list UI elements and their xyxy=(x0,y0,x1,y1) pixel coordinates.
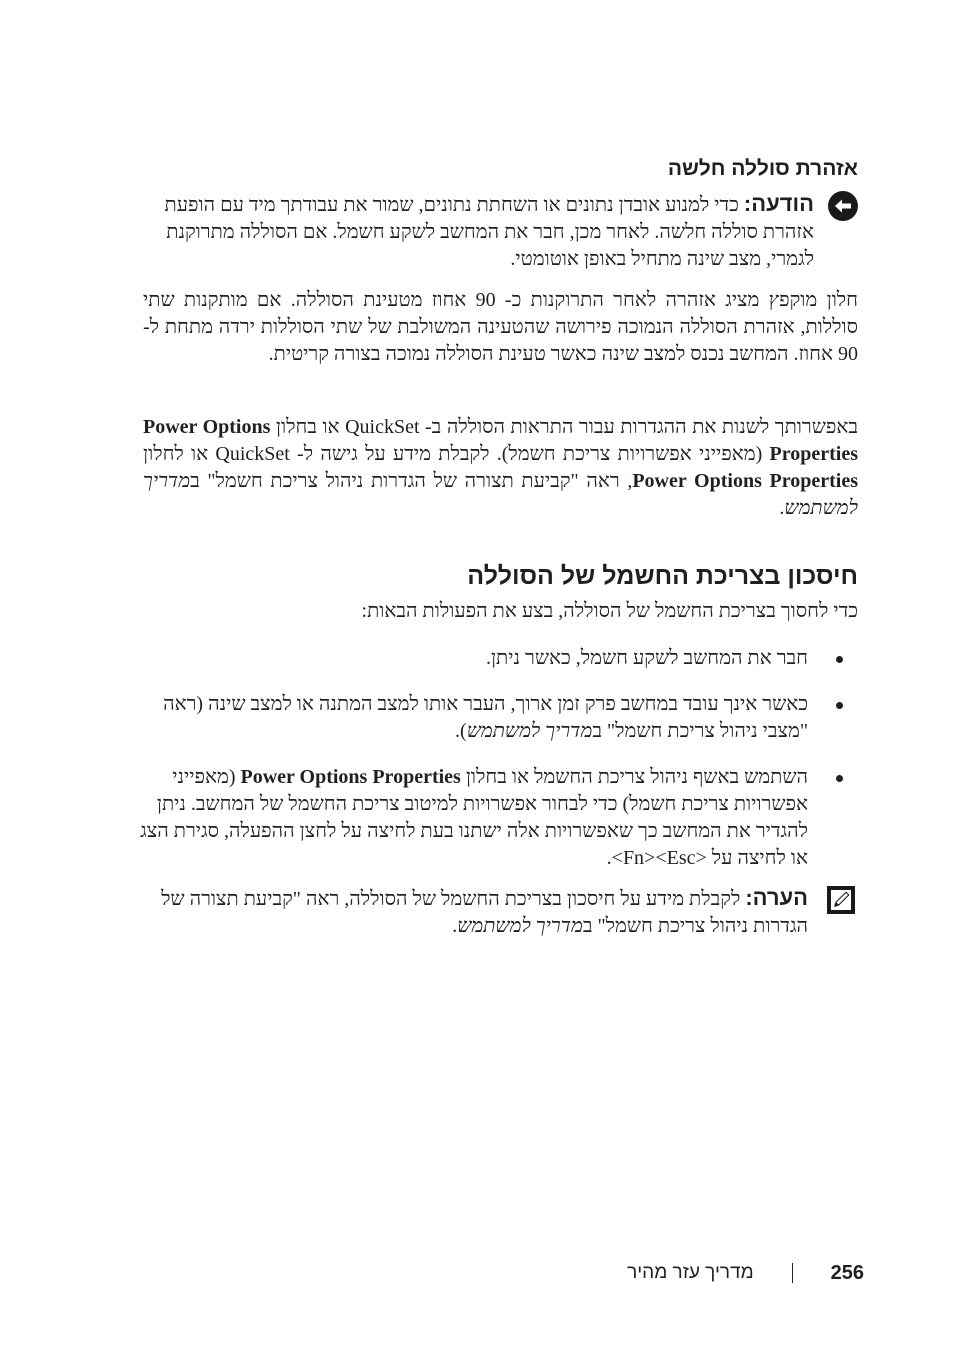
text-run: (מאפייני אפשרויות צריכת חשמל). לקבלת מידע על גישה ל- QuickSet או לחלון xyxy=(143,443,770,465)
text-run: , ראה "קביעת תצורה של הגדרות ניהול צריכת חשמל" ב xyxy=(190,470,633,492)
power-options-term: Power Options Properties xyxy=(143,416,858,465)
settings-paragraph xyxy=(143,414,858,522)
warning-popup-paragraph: חלון מוקפץ מציג אזהרה לאחר התרוקנות כ- 90 אחוז מטעינת הסוללה. אם מותקנות שתי סוללות, אזהרת הסוללה הנמוכה פירושה שהטעינה המשולבת של שתי הסוללות ירדה מתחת ל- 90 אחוז. המחשב נכנס למצב שינה כאשר טעינת הסוללה נמוכה בצורה קריטית. xyxy=(143,289,859,365)
bullet-icon xyxy=(836,775,843,782)
low-battery-warning-heading: אזהרת סוללה חלשה xyxy=(667,157,858,180)
list-item-text: חבר את המחשב לשקע חשמל, כאשר ניתן. xyxy=(485,647,808,669)
notice-body: כדי למנוע אובדן נתונים או השחתת נתונים, שמור את עבודתך מיד עם הופעת אזהרת סוללה חלשה. לאחר מכן, חבר את המחשב לשקע חשמל. אם הסוללה מתרוקנת לגמרי, מצב שינה מתחיל באופן אוטומטי. xyxy=(164,194,814,270)
bullet-icon xyxy=(836,656,843,663)
note-text xyxy=(143,884,808,940)
page-footer xyxy=(627,1259,864,1287)
conserving-power-heading: חיסכון בצריכת החשמל של הסוללה xyxy=(467,562,858,590)
text-run: כאשר אינך עובד במחשב פרק זמן ארוך, העבר אותו למצב המתנה או למצב שינה (ראה "מצבי ניהול צריכת חשמל" ב xyxy=(163,693,808,742)
list-item xyxy=(132,645,858,672)
page-number: 256 xyxy=(830,1262,864,1284)
power-options-term: Power Options Properties xyxy=(632,470,858,492)
notice-arrow-icon xyxy=(828,191,858,221)
list-item xyxy=(132,691,858,745)
note-label: הערה: xyxy=(745,885,808,910)
list-item-text xyxy=(163,693,808,742)
users-guide-reference: מדריך למשתמש xyxy=(457,915,583,937)
notice-text xyxy=(143,190,814,273)
text-run: (מאפייני אפשרויות צריכת חשמל) כדי לבחור אפשרויות למיטוב צריכת החשמל של המחשב. ניתן להגדיר את המחשב כך שאפשרויות אלה ישתנו בעת לחיצה על לחצן ההפעלה, סגירת הצג או לחיצה על <Fn><Esc>. xyxy=(140,766,808,869)
list-item xyxy=(132,764,858,872)
text-run: . xyxy=(779,497,785,519)
notice-callout xyxy=(143,190,858,273)
power-options-term: Power Options Properties xyxy=(240,766,461,788)
note-callout xyxy=(143,884,858,940)
pencil-note-icon xyxy=(827,886,855,914)
text-run: . xyxy=(452,915,458,937)
conserving-power-intro: כדי לחסוך בצריכת החשמל של הסוללה, בצע את הפעולות הבאות: xyxy=(361,600,858,622)
users-guide-reference: מדריך למשתמש xyxy=(466,720,593,742)
users-guide-reference: מדריך למשתמש xyxy=(143,470,858,519)
book-title: מדריך עזר מהיר xyxy=(627,1262,754,1283)
power-tips-list xyxy=(132,645,858,872)
list-item-text xyxy=(140,766,808,869)
text-run: ). xyxy=(455,720,467,742)
notice-label: הודעה: xyxy=(743,191,814,216)
text-run: באפשרותך לשנות את ההגדרות עבור התראות הסוללה ב- QuickSet או בחלון xyxy=(270,416,858,438)
footer-divider xyxy=(792,1263,793,1283)
bullet-icon xyxy=(836,702,843,709)
text-run: לקבלת מידע על חיסכון בצריכת החשמל של הסוללה, ראה "קביעת תצורה של הגדרות ניהול צריכת חשמל" ב xyxy=(161,888,808,937)
text-run: השתמש באשף ניהול צריכת החשמל או בחלון xyxy=(460,766,808,788)
